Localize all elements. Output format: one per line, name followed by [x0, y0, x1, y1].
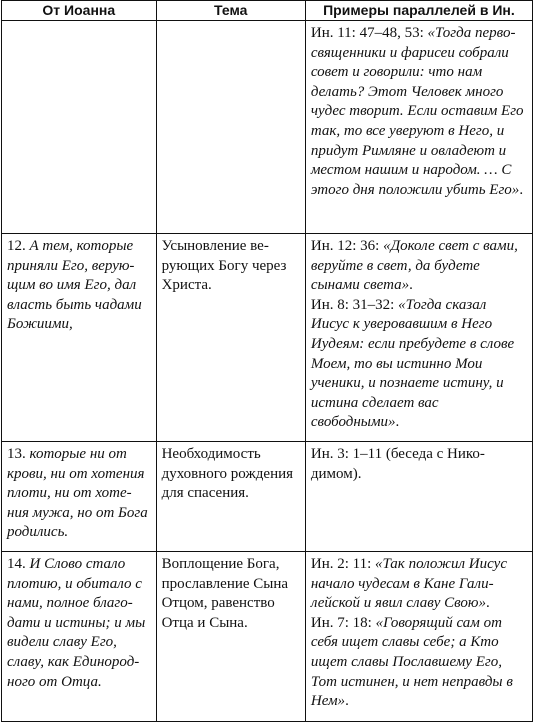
parallel-tail: . [409, 277, 413, 294]
verse-cell [2, 552, 157, 722]
table-header-row [2, 1, 533, 21]
verse-number: 14. [7, 556, 30, 572]
parallel-ref: Ин. 11: 47–48, 53: [310, 25, 428, 41]
verse-number: 12. [7, 238, 30, 254]
parallels-cell [305, 442, 532, 552]
verse-number: 13. [7, 446, 30, 462]
parallel-ref: Ин. 2: 11: [310, 556, 375, 572]
theme-cell: Усыновление ве-рующих Богу через Христа. [156, 234, 305, 442]
table-row [2, 442, 533, 552]
table-row [2, 552, 533, 722]
theme-cell: Необходимость духовного рождения для спасения. [156, 442, 305, 552]
table-row [2, 234, 533, 442]
parallel-quote: «Говорящий сам от себя ищет славы себе; а Кто ищет славы Пославшему Его, Тот истинен, и нет неправды в Нем» [310, 614, 513, 710]
parallel-tail: . [395, 414, 400, 431]
verse-text: А тем, которые приняли Его, верую-щим во имя Его, дал власть быть чадами Божиими, [7, 238, 142, 333]
verse-cell [2, 234, 157, 442]
verse-cell [2, 442, 157, 552]
parallel-tail: . [345, 693, 349, 710]
parallels-cell [305, 21, 532, 234]
verse-text: которые ни от крови, ни от хотения плоти, ни от хоте-ния мужа, но от Бога родились. [7, 446, 148, 541]
parallel-quote: «Тогда сказал Иисус к уверовавшим в Него Иудеям: если пребудете в слове Моем, то вы истинно Мои ученики, и познаете истину, и истина сделает вас свободными» [310, 296, 515, 431]
theme-cell: Воплощение Бога, прославление Сына Отцом, равенство Отца и Сына. [156, 552, 305, 722]
parallel-tail: . [486, 595, 490, 612]
header-parallels: Примеры параллелей в Ин. [305, 1, 532, 21]
parallel-ref: Ин. 3: 1–11 (беседа с Нико-димом). [310, 446, 485, 482]
verse-text: И Слово стало плотию, и обитало с нами, полное благо-дати и истины; и мы видели славу Его, славу, как Единород-ного от Отца. [7, 556, 146, 690]
verse-cell [2, 21, 157, 234]
table-row [2, 21, 533, 234]
parallels-cell [305, 234, 532, 442]
theme-cell [156, 21, 305, 234]
header-from-john: От Иоанна [2, 1, 157, 21]
parallel-quote: «Тогда перво-священники и фарисеи собрали совет и говорили: что нам делать? Этот Человек много чудес творит. Если оставим Его так, то все уверуют в Него, и придут Римляне и овладеют и местом нашим и народом. … С этого дня положили убить Его» [310, 25, 524, 198]
parallels-cell [305, 552, 532, 722]
parallel-tail: . [519, 181, 524, 198]
parallel-quote: «Доколе свет с вами, веруйте в свет, да будете сынами света» [310, 238, 518, 294]
parallel-quote: «Так положил Иисус начало чудесам в Кане Гали-лейской и явил славу Свою» [310, 556, 507, 612]
parallel-ref: Ин. 8: 31–32: [310, 296, 399, 313]
parallels-table [1, 0, 533, 722]
parallel-ref: Ин. 7: 18: [310, 614, 376, 631]
parallel-ref: Ин. 12: 36: [310, 238, 384, 254]
header-theme: Тема [156, 1, 305, 21]
